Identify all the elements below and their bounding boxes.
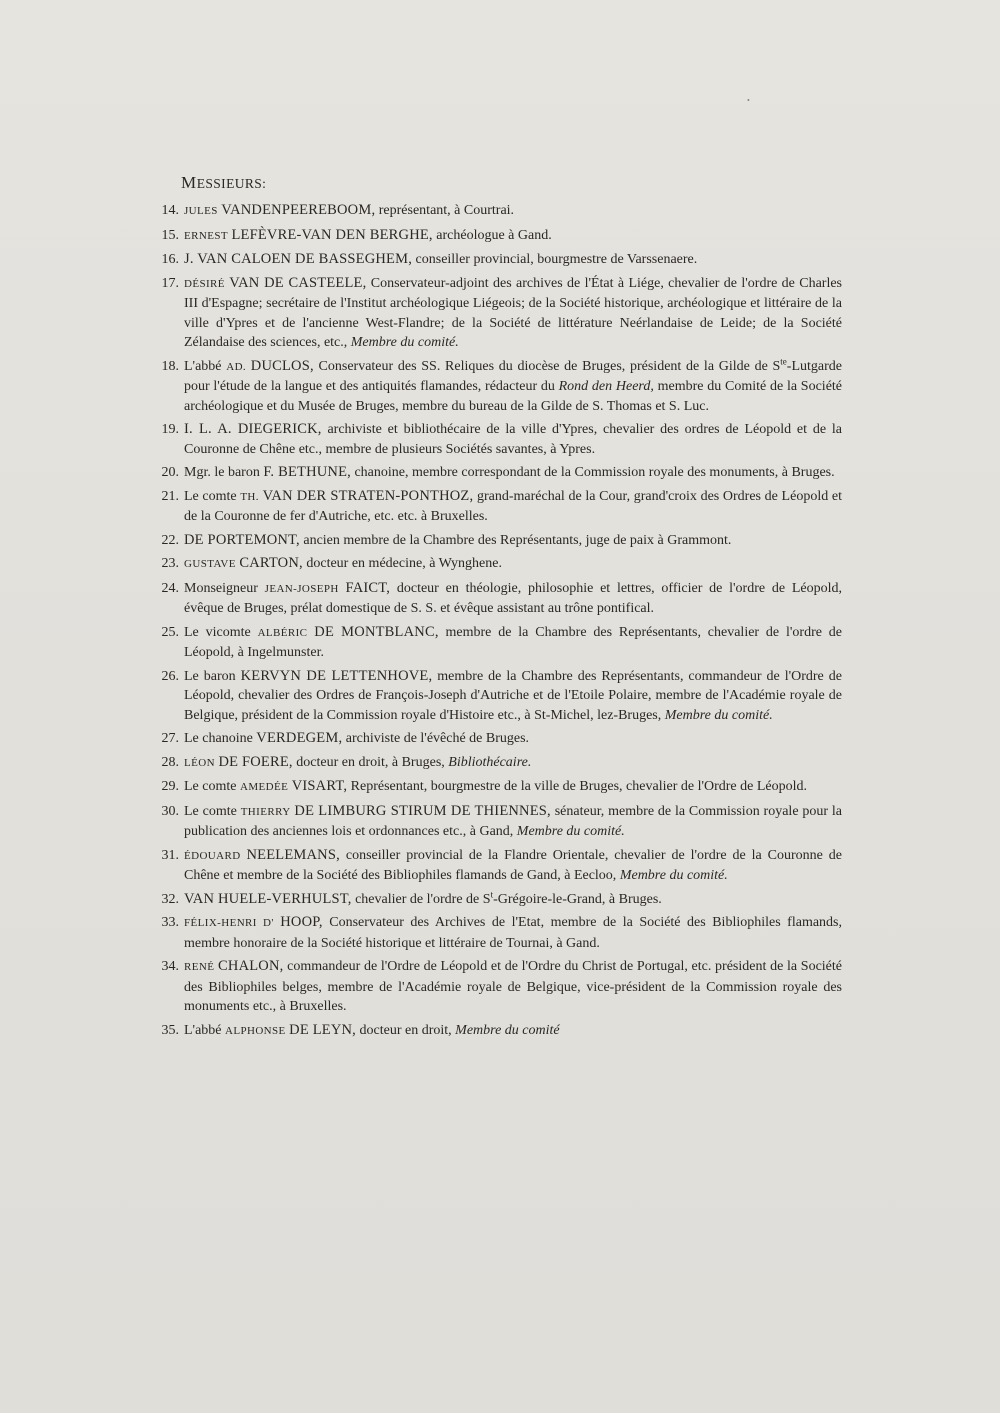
list-item xyxy=(148,201,842,222)
entry-role: Bibliothécaire. xyxy=(444,754,532,770)
entry-firstname: ALBÉRIC xyxy=(257,626,308,639)
entry-surname: DE FOERE, xyxy=(218,753,293,770)
entry-prefix: Le comte xyxy=(184,803,241,819)
list-item xyxy=(148,1021,842,1042)
entry-number: 28. xyxy=(161,754,179,770)
entry-number: 15. xyxy=(161,227,179,243)
entry-surname: DE LIMBURG STIRUM DE THIENNES, xyxy=(294,802,551,819)
entry-number: 16. xyxy=(161,252,179,267)
entry-surname: DE PORTEMONT, xyxy=(184,531,300,548)
entry-text xyxy=(184,890,842,910)
entry-number: 20. xyxy=(161,465,179,480)
entry-text xyxy=(184,957,842,1017)
list-item xyxy=(148,420,842,459)
entry-description: grand-maréchal de la Cour, grand'croix des Ordres de Léopold et de la Couronne de fer d'Autriche, etc. etc. à Bruxelles. xyxy=(184,488,842,524)
entry-text xyxy=(184,667,842,726)
entry-firstname: THIERRY xyxy=(240,805,291,818)
entry-surname: J. VAN CALOEN DE BASSEGHEM, xyxy=(184,251,413,267)
entry-surname: VAN DER STRATEN-PONTHOZ, xyxy=(262,487,474,504)
entry-number: 21. xyxy=(161,488,179,504)
entry-description: sénateur, membre de la Commission royale pour la publication des anciennes lois et ordonnances etc., à Gand, xyxy=(184,803,842,839)
entry-surname: VAN HUELE-VERHULST, xyxy=(184,890,352,907)
entry-description: Représentant, bourgmestre de la ville de Bruges, chevalier de l'Ordre de Léopold. xyxy=(347,779,807,794)
list-item xyxy=(148,753,842,774)
entry-description: archiviste de l'évêché de Bruges. xyxy=(342,731,530,746)
list-item xyxy=(148,250,842,270)
entry-prefix: Mgr. le baron xyxy=(184,465,264,480)
entry-description: membre de la Chambre des Représentants, commandeur de l'Ordre de Léopold, chevalier des Ordres de François-Joseph d'Autriche et de l'Etoile Polaire, membre de l'Académie royale de Belgique, président de la Commission royale d'Histoire etc., à St-Michel, lez-Bruges, xyxy=(184,668,842,723)
paper-speck: • xyxy=(747,96,750,105)
entry-firstname: AMEDÉE xyxy=(239,781,289,793)
entry-superscript: t xyxy=(490,888,494,899)
entry-surname: DE LEYN, xyxy=(289,1021,357,1038)
entry-number: 29. xyxy=(161,779,179,794)
entry-text xyxy=(184,846,842,886)
entry-number: 22. xyxy=(161,532,179,548)
entry-surname: CARTON, xyxy=(239,555,303,571)
list-item xyxy=(148,846,842,886)
list-item xyxy=(148,890,842,910)
entry-surname: NEELEMANS, xyxy=(246,846,340,863)
entry-surname: VANDENPEEREBOOM, xyxy=(221,202,376,218)
entry-description: chanoine, membre correspondant de la Commission royale des monuments, à Bruges. xyxy=(350,465,835,480)
entry-number: 31. xyxy=(161,847,179,863)
entry-description: ancien membre de la Chambre des Représentants, juge de paix à Grammont. xyxy=(299,532,732,548)
entry-prefix: Le comte xyxy=(184,488,241,504)
entry-prefix: L'abbé xyxy=(184,358,227,374)
list-item xyxy=(148,226,842,247)
entry-description: Conservateur des SS. Reliques du diocèse de Bruges, président de la Gilde de S xyxy=(313,358,781,374)
entry-firstname: JEAN-JOSEPH xyxy=(264,582,339,595)
entry-firstname: ERNEST xyxy=(184,229,228,242)
entry-text xyxy=(184,1021,842,1042)
entry-text xyxy=(184,802,842,842)
list-item xyxy=(148,777,842,798)
list-item xyxy=(148,957,842,1017)
member-list xyxy=(148,172,842,1045)
list-item xyxy=(148,554,842,575)
list-item xyxy=(148,487,842,527)
entry-text xyxy=(184,729,842,749)
entry-number: 17. xyxy=(161,275,179,291)
entry-text xyxy=(184,554,842,575)
entry-description: docteur en médecine, à Wynghene. xyxy=(302,556,502,571)
entry-firstname: ALPHONSE xyxy=(225,1024,286,1037)
entry-firstname: ÉDOUARD xyxy=(184,849,241,862)
entry-firstname: GUSTAVE xyxy=(184,558,236,570)
entry-number: 25. xyxy=(161,624,179,640)
list-item xyxy=(148,729,842,749)
entry-prefix: Le comte xyxy=(184,779,240,794)
entry-text xyxy=(184,250,842,270)
entry-surname: VERDEGEM, xyxy=(256,730,343,746)
entry-surname: VAN DE CASTEELE, xyxy=(229,274,367,291)
entries-container xyxy=(148,201,842,1041)
entry-surname: VISART, xyxy=(291,778,348,794)
entry-description: commandeur de l'Ordre de Léopold et de l'Ordre du Christ de Portugal, etc. président de la Société des Bibliophiles belges, membre de l'Académie royale de Belgique, vice-président de la Commission royale des monuments etc., à Bruxelles. xyxy=(184,959,842,1014)
entry-number: 26. xyxy=(161,668,179,684)
entry-prefix: L'abbé xyxy=(184,1022,226,1038)
list-item xyxy=(148,667,842,726)
entry-surname: F. BETHUNE, xyxy=(263,464,351,480)
entry-prefix: Le chanoine xyxy=(184,731,257,746)
entry-text xyxy=(184,579,842,619)
entry-prefix: Le vicomte xyxy=(184,624,258,640)
entry-text xyxy=(184,463,842,483)
entry-text xyxy=(184,420,842,459)
entry-surname: DE MONTBLANC, xyxy=(314,623,439,640)
entry-description: archiviste et bibliothécaire de la ville d'Ypres, chevalier des ordres de Léopold et de la Couronne de Chêne etc., membre de plusieurs Sociétés savantes, à Ypres. xyxy=(184,422,842,457)
list-item xyxy=(148,579,842,619)
entry-description: -Grégoire-le-Grand, à Bruges. xyxy=(493,891,662,907)
entry-text xyxy=(184,226,842,247)
entry-surname: FAICT, xyxy=(345,579,391,596)
entry-firstname: JULES xyxy=(184,205,218,217)
entry-surname: LEFÈVRE-VAN DEN BERGHE, xyxy=(231,226,433,243)
entry-firstname: DÉSIRÉ xyxy=(184,277,225,290)
entry-firstname: AD. xyxy=(226,360,247,373)
entry-role: Membre du comité. xyxy=(513,824,625,839)
entry-text xyxy=(184,777,842,798)
entry-firstname: FÉLIX-HENRI D' xyxy=(184,917,274,929)
entry-description: représentant, à Courtrai. xyxy=(375,203,515,218)
list-item xyxy=(148,623,842,663)
entry-number: 19. xyxy=(161,422,179,437)
entry-number: 27. xyxy=(161,731,179,746)
entry-firstname: RENÉ xyxy=(184,961,215,973)
entry-description: docteur en droit, xyxy=(356,1022,452,1038)
entry-surname: DUCLOS, xyxy=(250,357,314,374)
entry-surname: I. L. A. DIEGERICK, xyxy=(184,421,322,437)
list-item xyxy=(148,357,842,417)
entry-surname: CHALON, xyxy=(218,958,284,974)
entry-number: 18. xyxy=(161,358,179,374)
entry-role: Membre du comité xyxy=(451,1022,560,1038)
entry-description: chevalier de l'ordre de S xyxy=(351,891,491,907)
entry-description: docteur en théologie, philosophie et lettres, officier de l'ordre de Léopold, évêque de Bruges, prélat domestique de S. S. et évêque assistant au trône pontifical. xyxy=(184,580,843,616)
entry-text xyxy=(184,201,842,222)
entry-number: 34. xyxy=(161,959,179,974)
list-item xyxy=(148,463,842,483)
entry-role: Membre du comité. xyxy=(347,335,459,350)
entry-surname: KERVYN DE LETTENHOVE, xyxy=(240,667,433,684)
entry-italic: Rond den Heerd, xyxy=(558,379,654,394)
entry-number: 32. xyxy=(161,891,179,907)
entry-description: membre de la Chambre des Représentants, chevalier de l'ordre de Léopold, à Ingelmunster. xyxy=(184,624,843,660)
list-item xyxy=(148,531,842,551)
entry-number: 35. xyxy=(161,1022,179,1038)
entry-text xyxy=(184,357,842,417)
entry-superscript: te xyxy=(780,355,787,366)
entry-firstname: LÉON xyxy=(184,756,215,769)
entry-description: membre du Comité de la Société archéologique et du Musée de Bruges, membre du bureau de la Gilde de S. Thomas et S. Luc. xyxy=(184,379,843,414)
list-heading: MESSIEURS: xyxy=(181,173,267,192)
entry-description: Conservateur-adjoint des archives de l'État à Liége, chevalier de l'ordre de Charles III d'Espagne; secrétaire de l'Institut archéologique Liégeois; de la Société historique, archéologique et littéraire de la ville d'Ypres et de l'ancienne West-Flandre; de la Société de littérature Neérlandaise de Leide; de la Société Zélandaise des sciences, etc., xyxy=(184,275,842,350)
entry-description: -Lutgarde pour l'étude de la langue et des antiquités flamandes, rédacteur du xyxy=(184,358,842,394)
entry-number: 33. xyxy=(161,915,179,930)
entry-number: 24. xyxy=(161,580,179,596)
entry-surname: HOOP, xyxy=(280,914,323,930)
list-item xyxy=(148,802,842,842)
entry-number: 23. xyxy=(161,556,179,571)
entry-description: docteur en droit, à Bruges, xyxy=(292,754,445,770)
entry-text xyxy=(184,913,842,953)
entry-number: 30. xyxy=(161,803,179,819)
entry-text xyxy=(184,274,842,353)
entry-description: archéologue à Gand. xyxy=(432,227,552,243)
entry-description: conseiller provincial, bourgmestre de Varssenaere. xyxy=(412,252,698,267)
entry-description: conseiller provincial de la Flandre Orientale, chevalier de l'ordre de la Couronne de Chêne et membre de la Société des Bibliophiles flamands de Gand, à Eecloo, xyxy=(184,847,843,883)
entry-number: 14. xyxy=(161,203,179,218)
list-item xyxy=(148,913,842,953)
entry-prefix: Le baron xyxy=(184,668,241,684)
entry-role: Membre du comité. xyxy=(616,868,728,883)
entry-text xyxy=(184,531,842,551)
entry-text xyxy=(184,753,842,774)
entry-prefix: Monseigneur xyxy=(184,580,265,596)
entry-description: Conservateur des Archives de l'Etat, membre de la Société des Bibliophiles flamands, membre honoraire de la Société historique et littéraire de Tournai, à Gand. xyxy=(184,915,842,951)
entry-text xyxy=(184,623,842,663)
entry-role: Membre du comité. xyxy=(661,707,773,723)
entry-firstname: TH. xyxy=(240,490,259,503)
list-item xyxy=(148,274,842,353)
entry-text xyxy=(184,487,842,527)
